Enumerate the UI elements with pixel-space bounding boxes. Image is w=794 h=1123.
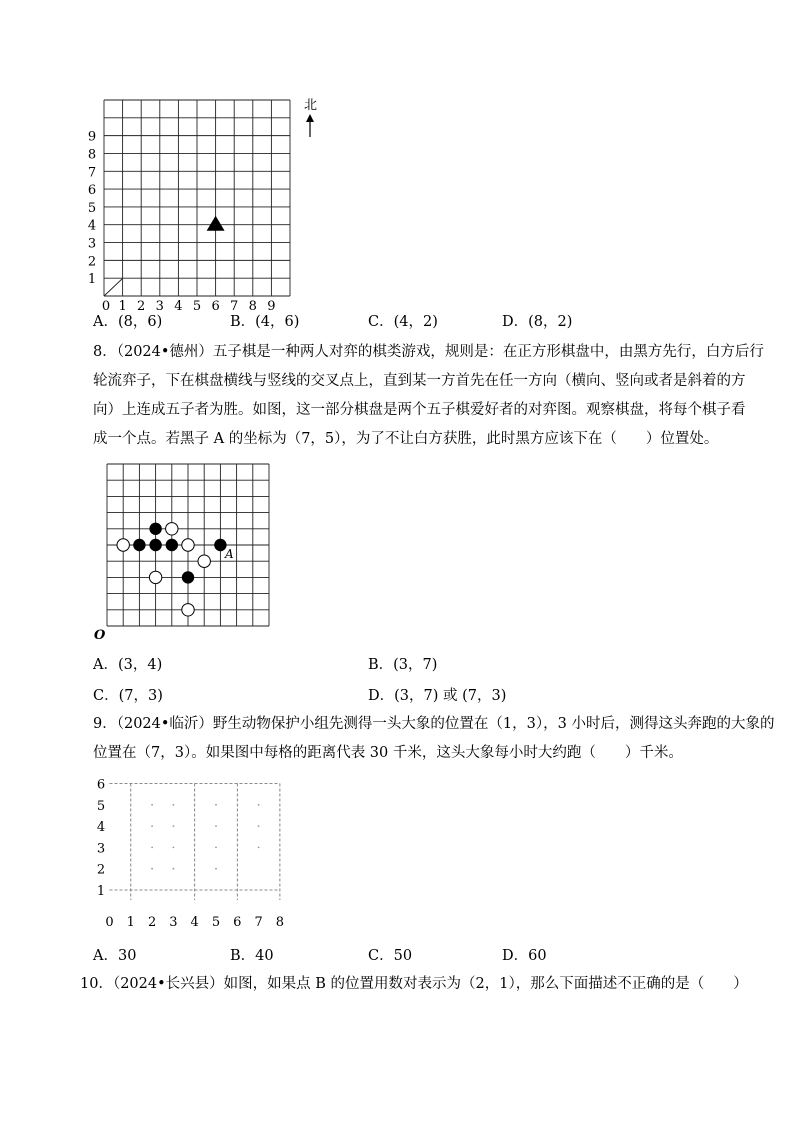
q9-grid-dot [151,825,153,827]
triangle-marker [207,216,225,231]
q7-x-tick-label: 4 [174,299,183,312]
q7-y-tick-label: 1 [87,272,97,288]
q9-grid-dot [173,825,175,827]
q7-y-tick-label: 6 [87,183,97,199]
q9-x-tick-label: 1 [126,915,135,930]
q7-y-tick-label: 5 [87,200,97,216]
q9-grid-dot [151,804,153,806]
q7-y-tick-label: 4 [87,218,97,234]
q9-y-tick-label: 3 [96,841,106,857]
q9-grid-figure [88,772,298,937]
origin-label: O [94,628,106,643]
q9-x-tick-label: 8 [275,915,285,930]
q9-grid-dot [173,804,175,806]
q9-grid-dot [215,825,217,827]
q9-x-tick-label: 7 [254,915,263,930]
q7-x-tick-label: 1 [118,299,127,312]
q7-y-tick-label: 9 [87,129,97,145]
q9-grid-dot [173,868,175,870]
q7-y-tick-label: 3 [87,236,97,252]
north-label: 北 [304,98,318,113]
q9-y-tick-label: 6 [96,777,106,793]
point-a-label: A [225,547,234,561]
north-arrowhead-icon [306,114,314,122]
black-stone [182,571,194,583]
q7-grid-figure [80,92,340,312]
q8-stem [93,338,764,454]
q8-stem-line: 成一个点。若黑子 A 的坐标为（7，5），为了不让白方获胜，此时黑方应该下在（ ）位置处。 [93,431,719,447]
q9-grid-dot [258,825,260,827]
q7-option-c[interactable]: C．(4，2) [368,314,438,330]
q9-stem [93,710,775,768]
white-stone [182,604,194,616]
q7-x-tick-label: 6 [211,299,220,312]
q9-dashed-gridlines [110,784,280,901]
q8-stem-line: 向）上连成五子者为胜。如图，这一部分棋盘是两个五子棋爱好者的对弈图。观察棋盘，将每个棋子看 [93,402,746,418]
q7-x-tick-label: 7 [230,299,239,312]
white-stone [149,571,161,583]
q10-stem-line: 10．（2024•长兴县）如图，如果点 B 的位置用数对表示为（2，1），那么下面描述不正确的是（ ） [80,976,748,992]
black-stone [149,523,161,535]
q7-diagonal [104,279,122,296]
q9-grid-dot [151,868,153,870]
q9-x-axis-labels [105,915,284,930]
q9-option-d[interactable]: D．60 [502,948,547,964]
q9-x-tick-label: 5 [211,915,221,930]
q9-y-tick-label: 2 [96,862,106,878]
q9-x-tick-label: 6 [233,915,242,930]
q9-option-a[interactable]: A．30 [93,948,137,964]
q7-option-d[interactable]: D．(8，2) [502,314,573,330]
q9-grid-dot [215,804,217,806]
q10-stem [80,970,748,999]
q9-grid-dot [151,847,153,849]
q9-option-c[interactable]: C．50 [368,948,413,964]
q9-grid-dot [215,847,217,849]
q7-x-tick-label: 2 [137,299,146,312]
white-stone [182,539,194,551]
q7-y-tick-label: 2 [87,254,97,270]
q7-y-axis-labels [88,130,96,288]
q9-option-b[interactable]: B．40 [230,948,274,964]
q9-grid-dot [258,847,260,849]
q9-x-tick-label: 2 [147,915,157,930]
q9-stem-line: 9．（2024•临沂）野生动物保护小组先测得一头大象的位置在（1，3），3 小时后，测得这头奔跑的大象的 [93,716,775,732]
q9-grid-dots [151,804,259,870]
white-stone [117,539,129,551]
q9-y-tick-label: 5 [96,798,106,814]
q8-stem-line: 8．（2024•德州）五子棋是一种两人对弈的棋类游戏，规则是：在正方形棋盘中，由黑方先行，白方后行 [93,344,764,360]
q7-y-tick-label: 7 [87,165,97,181]
q7-option-a[interactable]: A．(8，6) [93,314,163,330]
q9-y-tick-label: 1 [96,884,106,899]
black-stone [149,539,161,551]
q7-x-tick-label: 5 [192,299,202,312]
white-stone [198,555,210,567]
q9-x-tick-label: 3 [169,915,178,930]
black-stone [166,539,178,551]
q8-option-d[interactable]: D．(3，7) 或 (7，3) [368,688,507,704]
q8-option-c[interactable]: C．(7，3) [93,688,163,704]
q9-grid-dot [173,847,175,849]
q9-stem-line: 位置在（7，3）。如果图中每格的距离代表 30 千米，这头大象每小时大约跑（ ）千米。 [93,745,683,761]
q9-grid-dot [258,804,260,806]
q7-gridlines [104,100,290,296]
q7-x-tick-label: 3 [155,299,164,312]
q8-option-b[interactable]: B．(3，7) [368,657,438,673]
gomoku-board-figure [90,460,280,645]
q7-x-tick-label: 0 [101,299,111,312]
q8-stem-line: 轮流弈子，下在棋盘横线与竖线的交叉点上，直到某一方首先在任一方向（横向、竖向或者是斜着的方 [93,373,746,389]
q9-x-tick-label: 0 [105,915,114,930]
q7-x-tick-label: 8 [248,299,257,312]
q7-x-tick-label: 9 [267,299,276,312]
q9-y-axis-labels [97,778,105,900]
black-stone [133,539,145,551]
q7-y-tick-label: 8 [87,147,97,163]
q9-y-tick-label: 4 [96,820,106,836]
q9-x-tick-label: 4 [190,915,199,930]
q9-grid-dot [215,868,217,870]
q8-option-a[interactable]: A．(3，4) [93,657,163,673]
white-stone [166,523,178,535]
q7-option-b[interactable]: B．(4，6) [230,314,300,330]
